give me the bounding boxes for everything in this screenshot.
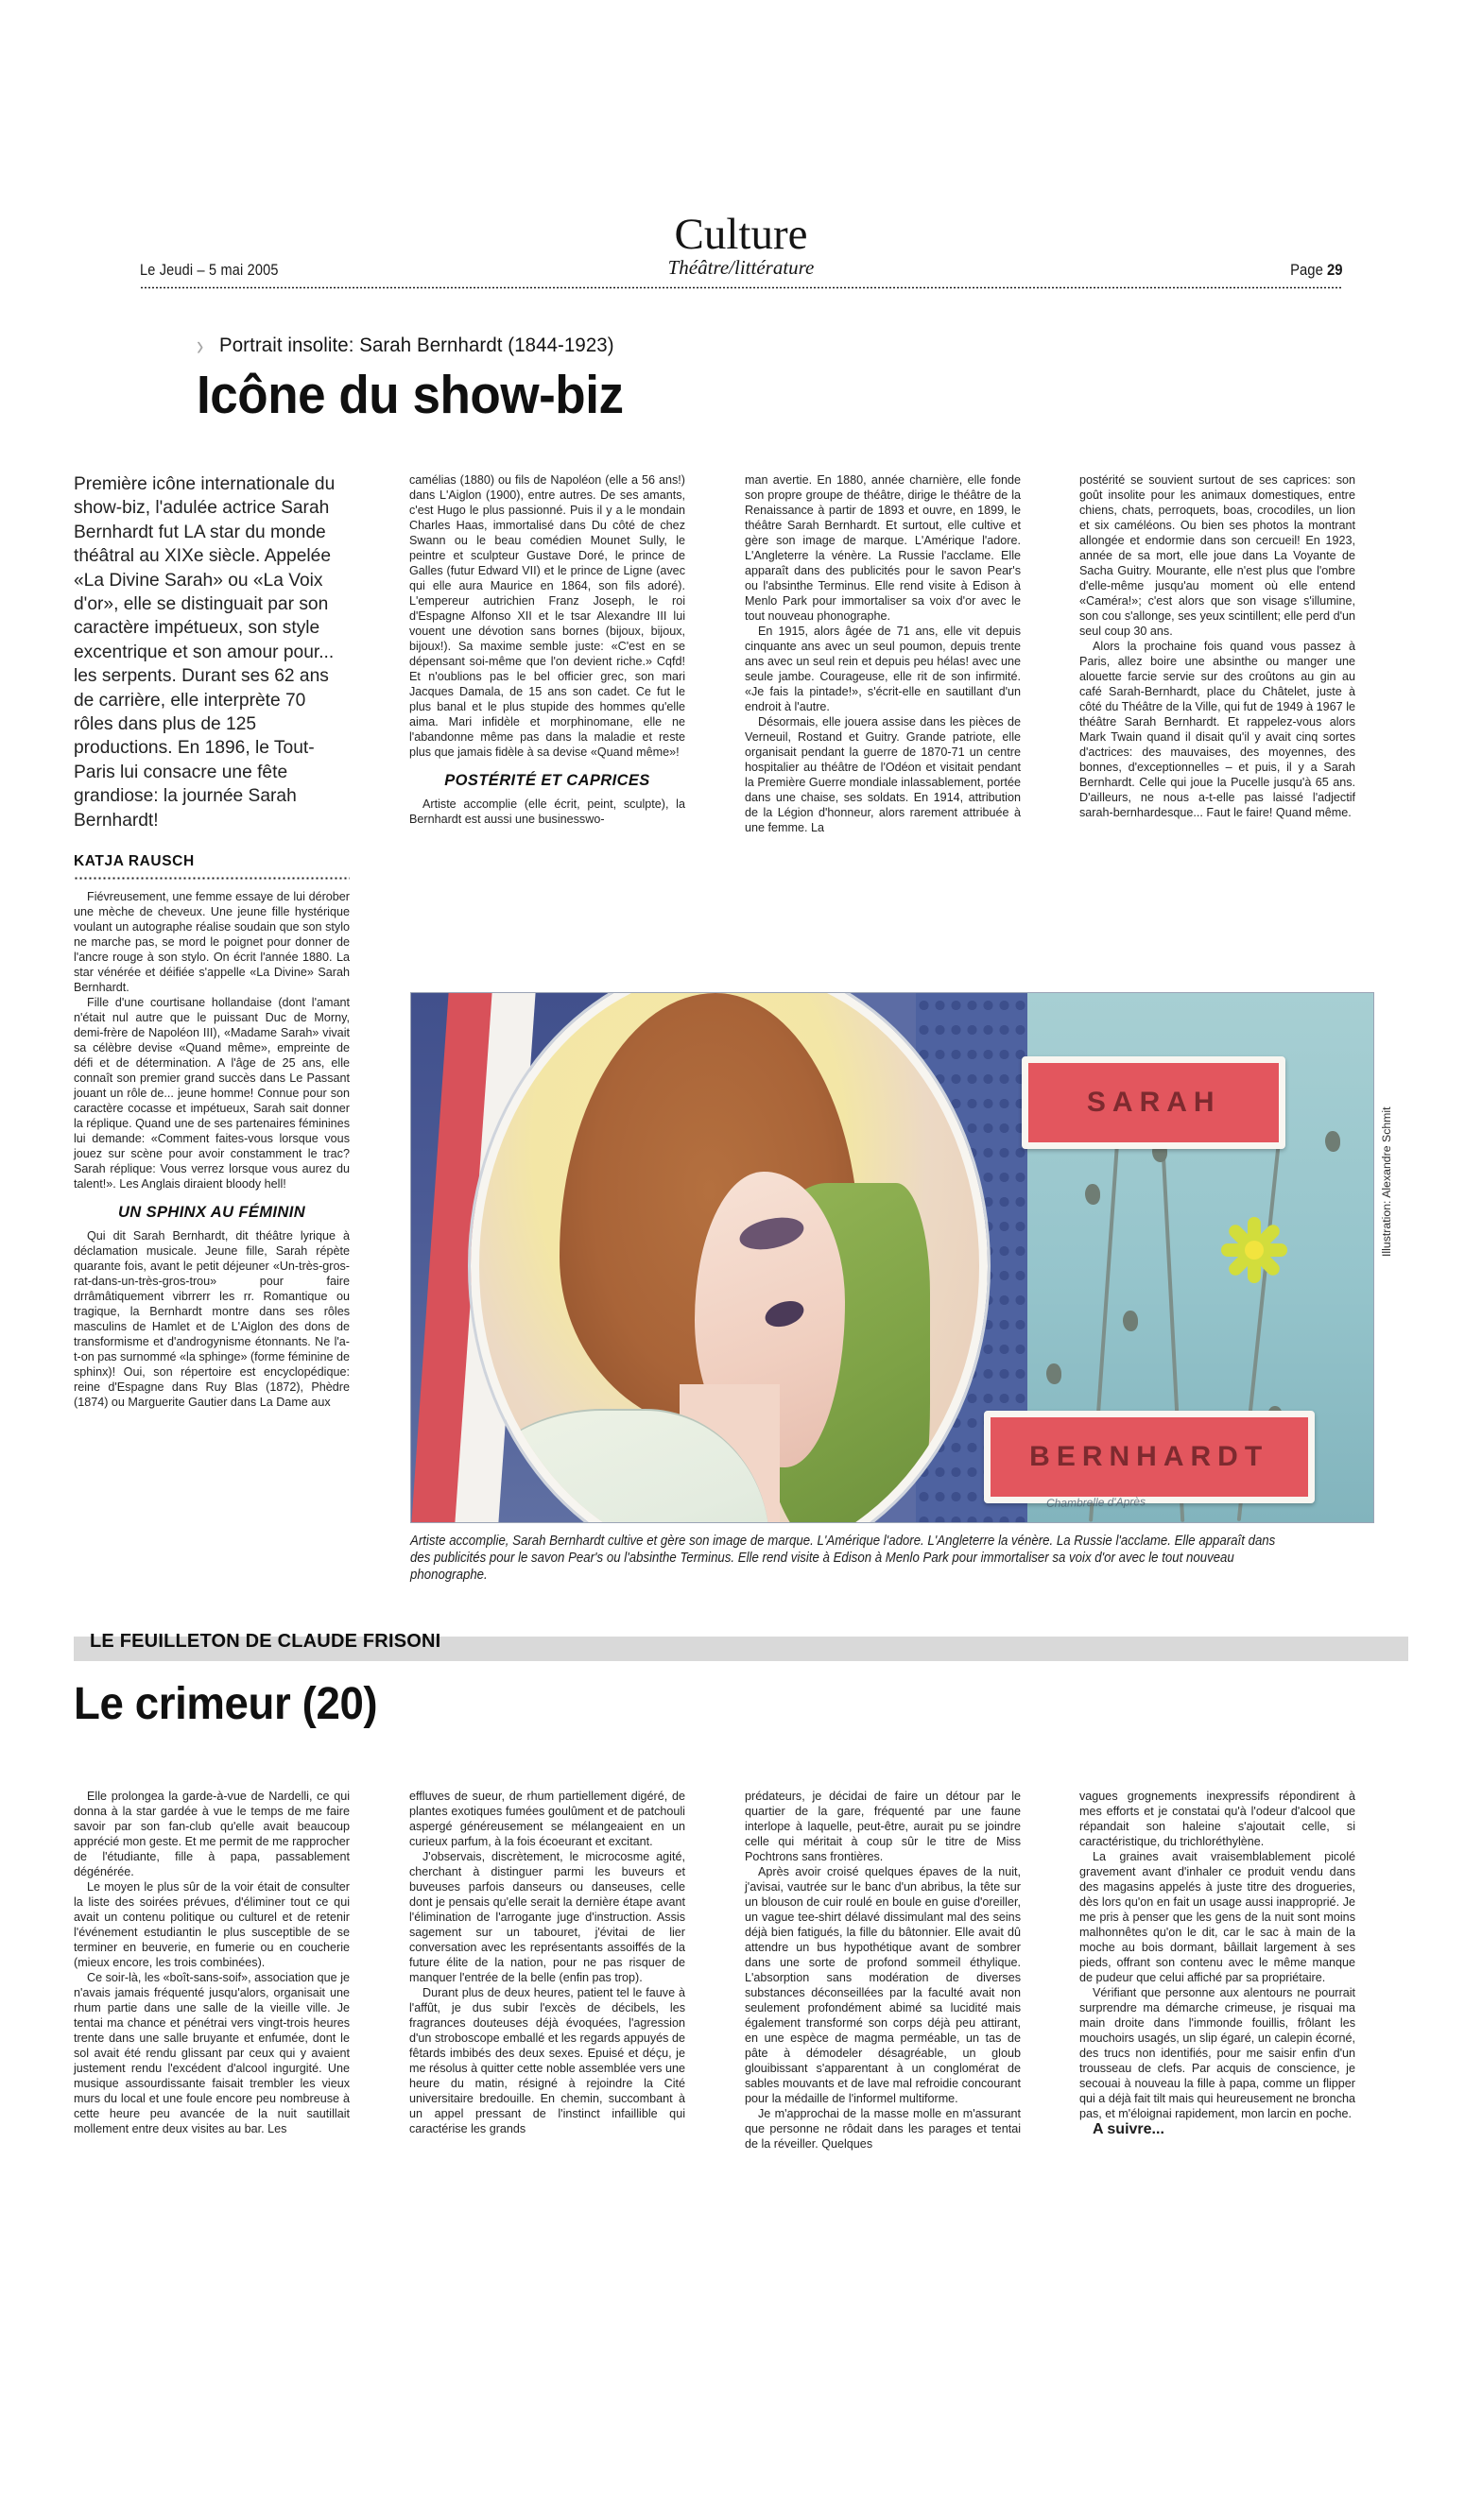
flower-bud — [1325, 1131, 1340, 1152]
illustration-credit: Illustration: Alexandre Schmit — [1380, 1106, 1393, 1257]
article1-col3-body — [745, 472, 1021, 835]
masthead-date: Le Jeudi – 5 mai 2005 — [140, 262, 279, 279]
article2-col1-body — [74, 1789, 350, 2136]
page-title: Icône du show-biz — [197, 365, 624, 425]
paragraph: Elle prolongea la garde-à-vue de Nardelli, ce qui donna à la star gardée à vue le temps de me faire savoir par son fan-club qu'elle avait beaucoup apprécié mon geste. Et me permit de me rapprocher de l'étudiante, fille à papa, passablement dégénérée. — [74, 1790, 350, 1878]
paragraph: Fiévreusement, une femme essaye de lui dérober une mèche de cheveux. Une jeune fille hystérique voulant un autographe réalise soudain que son stylo ne marche pas, se mord le poignet pour donner de l'ancre rouge à son stylo. On écrit l'année 1880. La star vénérée et déifiée s'appelle «La Divine» Sarah Bernhardt. — [74, 890, 350, 995]
page-prefix: Page — [1289, 262, 1327, 279]
article1-col2-body — [409, 472, 685, 827]
masthead-title: Culture — [674, 210, 808, 259]
paragraph: postérité se souvient surtout de ses caprices: son goût insolite pour les animaux domestiques, entre chiens, chats, perroquets, boas, crocodiles, un lion et six caméléons. Ou bien ses photos la montrant allongée et endormie dans son cercueil! En 1923, année de sa mort, elle joue dans La Voyante de Sacha Guitry. Mourante, elle n'est plus que l'ombre d'elle-même jusqu'au moment où elle entend «Caméra!»; c'est alors que son visage s'illumine, son cou s'allonge, ses yeux scintillent; elle perd d'un seul coup 30 ans. — [1079, 473, 1355, 638]
paragraph: J'observais, discrètement, le microcosme agité, cherchant à distinguer parmi les buveurs et buveuses parfois danseurs ou danseuses, celle dont je pensais qu'elle serait la dernière étape avant l'élimination de l'arrogante juge d'instruction. Assis sagement sur un tabouret, j'évitai de lier conversation avec les représentants assoiffés de la future élite de la nation, pour ne pas risquer de manquer l'entrée de la belle (enfin pas trop). — [409, 1850, 685, 1984]
flower-bud — [1085, 1184, 1100, 1205]
paragraph: En 1915, alors âgée de 71 ans, elle vit depuis cinquante ans avec un seul poumon, depuis trente ans avec un seul rein et depuis peu hélas! avec une seule jambe. Courageuse, elle rit de son infirmité. «Je fais la pintade!», s'écrit-elle en sautillant d'un endroit à l'autre. — [745, 625, 1021, 713]
article2-title: Le crimeur (20) — [74, 1679, 378, 1729]
masthead-row — [140, 256, 1342, 280]
illustration-plaque-sarah: SARAH — [1022, 1056, 1285, 1149]
byline-divider — [74, 877, 350, 880]
article1-col1-body — [74, 889, 350, 1410]
paragraph: Vérifiant que personne aux alentours ne pourrait surprendre ma démarche crimeuse, je risquai ma main droite dans l'immonde fouillis, frôlant les mouchoirs usagés, un slip égaré, un calepin écorné, des trucs non identifiés, pour me saisir enfin d'un trousseau de clefs. Par acquis de conscience, je secouai à nouveau la fille à papa, comme un flipper qui a déjà fait tilt mais qui heureusement ne broncha pas, et m'éloignai rapidement, mon larcin en poche. — [1079, 1986, 1355, 2120]
paragraph: La graines avait vraisemblablement picolé gravement avant d'inhaler ce produit vendu dans des magasins appelés à juste titre des drogueries, dès lors qu'on en fait un usage aussi inapproprié. Je me pris à penser que les gens de la nuit sont moins malhonnêtes qu'on le dit, car le sac à main de la moche au bois dormant, bâillait largement à ses pieds, offrant son contenu avec le même manque de pudeur que celui affiché par sa propriétaire. — [1079, 1850, 1355, 1984]
paragraph: prédateurs, je décidai de faire un détour par le quartier de la gare, fréquenté par une faune interlope à laquelle, peut-être, aurait pu se joindre celle qui méritait à coup sûr le titre de Miss Pochtrons sans frontières. — [745, 1790, 1021, 1863]
paragraph: Après avoir croisé quelques épaves de la nuit, j'avisai, vautrée sur le banc d'un abribus, la tête sur un blouson de cuir roulé en boule en guise d'oreiller, un vague tee-shirt délavé dissimulant mal des seins déjà bien fatigués, la fille du bâtonnier. Elle avait dû attendre un bus hypothétique avant de sombrer dans une sorte de profond sommeil éthylique. L'absorption sans modération de diverses substances déconseillées par la faculté avait non seulement profondément abimé sa lucidité mais également transformé son corps déjà peu attirant, en une espèce de magma perméable, un tas de pâte à démodeler désagréable, un gloub glouibissant s'apparentant à un conglomérat de sables mouvants et de lave mal refroidie concourant pour la médaille de l'informel multiforme. — [745, 1865, 1021, 2105]
illustration-plaque-bernhardt: BERNHARDT — [984, 1411, 1315, 1503]
article2-col4-body — [1079, 1789, 1355, 2138]
lead-paragraph: Première icône internationale du show-biz, l'adulée actrice Sarah Bernhardt fut LA star du monde théâtral au XIXe siècle. Appelée «La Divine Sarah» ou «La Voix d'or», elle se distinguait par son caractère impétueux, son style excentrique et son amour pour... les serpents. Durant ses 62 ans de carrière, elle interprète 70 rôles dans plus de 125 productions. En 1896, le Tout-Paris lui consacre une fête grandiose: la journée Sarah Bernhardt! — [74, 474, 336, 831]
paragraph: Alors la prochaine fois quand vous passez à Paris, allez boire une absinthe ou manger une alouette farcie servie sur des croûtons au gin au café Sarah-Bernhardt, place du Châtelet, juste à côté du Théâtre de la Ville, qui fut de 1949 à 1967 le théâtre Sarah Bernhardt. Et rappelez-vous alors Mark Twain quand il disait qu'il y avait cinq sortes d'actrices: des mauvaises, des moyennes, des bonnes, d'exceptionnelles – et puis, il y a Sarah Bernhardt. Celle qui joue la Pucelle jusqu'à 65 ans. D'ailleurs, ne nous a-t-elle pas laissé l'adjectif sarah-bernhardesque... Faut le faire! Quand même. — [1079, 640, 1355, 819]
paragraph: man avertie. En 1880, année charnière, elle fonde son propre groupe de théâtre, dirige le théâtre de la Renaissance à partir de 1893 et ouvre, en 1899, le théâtre Sarah Bernhardt. Et surtout, elle cultive et gère son image de marque. L'Amérique l'adore. L'Angleterre la vénère. La Russie l'acclame. Elle apparaît dans des publicités pour le savon Pear's ou l'absinthe Terminus. Elle rend visite à Edison à Menlo Park pour immortaliser sa voix d'or avec le tout nouveau phonographe. — [745, 473, 1021, 623]
article2-column-3 — [745, 1789, 1021, 2151]
article2-col3-body — [745, 1789, 1021, 2151]
article2-col2-body — [409, 1789, 685, 2136]
section-subhead: UN SPHINX AU FÉMININ — [117, 1204, 306, 1222]
flower-bloom — [1219, 1215, 1289, 1285]
byline: KATJA RAUSCH — [74, 853, 195, 870]
chevron-right-icon: › — [197, 328, 204, 361]
article2-column-2 — [409, 1789, 685, 2136]
flower-bud — [1046, 1363, 1061, 1384]
paragraph: Qui dit Sarah Bernhardt, dit théâtre lyrique à déclamation musicale. Jeune fille, Sarah répète quarante fois, avant le petit déjeuner «Un-très-gros-rat-dans-un-très-gros-trou» pour faire drrâmâtiquement vibrrerr les rr. Romantique ou tragique, la Bernhardt montre dans ses rôles masculins de Hamlet et de L'Aiglon des dons de transformisme et d'androgynisme étonnants. Ne l'a-t-on pas surnommé «la sphinge» (forme féminine de sphinx)! Oui, son répertoire est encyclopédique: reine d'Espagne dans Ruy Blas (1872), Phèdre (1874) ou Marguerite Gautier dans La Dame aux — [74, 1229, 350, 1410]
paragraph: vagues grognements inexpressifs répondirent à mes efforts et je constatai qu'à l'odeur d'alcool que répandait son haleine s'ajoutait celle, si caractéristique, du trichloréthylène. — [1079, 1790, 1355, 1848]
article1-col4-body — [1079, 472, 1355, 820]
paragraph: Artiste accomplie (elle écrit, peint, sculpte), la Bernhardt est aussi une businesswo- — [409, 797, 685, 826]
article2-column-4 — [1079, 1789, 1355, 2138]
to-be-continued-note: A suivre... — [1093, 2121, 1164, 2137]
article-illustration — [410, 992, 1372, 1521]
page-number: 29 — [1326, 262, 1342, 279]
article1-column-3 — [745, 472, 1021, 835]
feuilleton-band-label: LE FEUILLETON DE CLAUDE FRISONI — [90, 1631, 441, 1652]
article-kicker-label: Portrait insolite: Sarah Bernhardt (1844-1923) — [219, 334, 614, 356]
illustration-caption: Artiste accomplie, Sarah Bernhardt cultive et gère son image de marque. L'Amérique l'adore. L'Angleterre la vénère. La Russie l'acclame. Elle apparaît dans des publicités pour le savon Pear's ou l'absinthe Terminus. Elle rend visite à Edison à Menlo Park pour immortaliser sa voix d'or avec le tout nouveau phonographe. — [410, 1534, 1276, 1584]
masthead-divider — [140, 286, 1342, 289]
article1-lead — [74, 472, 350, 832]
article2-column-1 — [74, 1789, 350, 2136]
paragraph: effluves de sueur, de rhum partiellement digéré, de plantes exotiques fumées goulûment et de patchouli aspergé généreusement se mélangeaient en un curieux parfum, à la fois écoeurant et excitant. — [409, 1790, 685, 1848]
article1-column-4 — [1079, 472, 1355, 820]
paragraph: Durant plus de deux heures, patient tel le fauve à l'affût, je dus subir l'excès de décibels, les fragrances douteuses déjà évoquées, l'agression d'un stroboscope emballé et les regards appuyés de fêtards imbibés des deux sexes. Epuisé et déçu, je me résolus à quitter cette noble assemblée vers une heure du matin, résigné à rejoindre la Cité universitaire bredouille. En chemin, succombant à un appel pressant de l'instinct infaillible qui caractérise les grands — [409, 1986, 685, 2135]
article1-column-1 — [74, 472, 350, 1410]
paragraph: Le moyen le plus sûr de la voir était de consulter la liste des soirées prévues, d'éliminer tout ce qui avait un contenu politique ou culturel et de retenir l'événement estudiantin le plus susceptible de se terminer en beuverie, en fumerie ou en coucherie (mieux encore, les trois combinées). — [74, 1880, 350, 1969]
section-subhead: POSTÉRITÉ ET CAPRICES — [444, 772, 650, 789]
portrait-oval-frame — [471, 992, 988, 1523]
masthead — [140, 210, 1342, 289]
illustration-signature: Chambrelle d'Après — [1045, 1495, 1146, 1510]
article-kicker — [197, 328, 635, 361]
masthead-page-number — [1290, 262, 1342, 280]
paragraph: Fille d'une courtisane hollandaise (dont l'amant n'était nul autre que le puissant Duc de Morny, demi-frère de Napoléon III), «Madame Sarah» vivait sa célèbre devise «Quand même», empreinte de défi et de détermination. A l'âge de 25 ans, elle connaît son premier grand succès dans Le Passant jouant un rôle de... jeune homme! Connue pour son caractère cocasse et impétueux, Sarah sait donner la réplique. Quand une de ses partenaires féminines lui demande: «Comment faites-vous lorsque vous jouez sur scène pour avoir constamment le trac? Sarah réplique: Vous verrez lorsque vous aurez du talent!». Les Anglais diraient bloody hell! — [74, 996, 350, 1191]
paragraph: camélias (1880) ou fils de Napoléon (elle a 56 ans!) dans L'Aiglon (1900), entre autres. De ses amants, c'est Hugo le plus passionné. Puis il y a le mondain Charles Haas, immortalisé dans Du côté de chez Swann ou le beau comédien Mounet Sully, le peintre et sculpteur Gustave Doré, le prince de Galles (futur Edward VII) et le prince de Ligne (avec qui elle aura Maurice en 1864, son fils adoré). L'empereur autrichien Franz Joseph, le roi d'Espagne Alfonso XII et le tsar Alexandre III lui vouent une dévotion sans bornes (bijoux, bijoux, bijoux!). Sa maxime semble juste: «C'est en se dépensant soi-même que l'on devient riche.» Cqfd! Et n'oublions pas le bel officier grec, son mari Jacques Damala, de 15 ans son cadet. Ce fut le plus banal et le plus stupide des hommes qu'elle aima. Mari infidèle et morphinomane, elle ne l'abandonne même pas dans la maladie et reste plus que jamais fidèle à sa devise «Quand même»! — [409, 473, 685, 759]
flower-bud — [1123, 1311, 1138, 1331]
illustration-canvas — [410, 992, 1374, 1523]
article1-column-2 — [409, 472, 685, 827]
paragraph: Je m'approchai de la masse molle en m'assurant que personne ne rôdait dans les parages et tentai de la réveiller. Quelques — [745, 2107, 1021, 2151]
paragraph: Désormais, elle jouera assise dans les pièces de Verneuil, Rostand et Guitry. Grande patriote, elle organisait pendant la guerre de 1870-71 un centre hospitalier au théâtre de l'Odéon et visitait pendant la Première Guerre mondiale inlassablement, portée dans une chaise, ses soldats. En 1914, attribution de la Légion d'honneur, alors rarement attribuée à une femme. La — [745, 715, 1021, 834]
masthead-subtitle: Théâtre/littérature — [667, 256, 815, 279]
paragraph: Ce soir-là, les «boît-sans-soif», association que je n'avais jamais fréquenté jusqu'alors, organisait une rhum partie dans une salle de la vieille ville. Je tentai ma chance et pénétrai vers vingt-trois heures trente dans une salle bruyante et enfumée, dont le sol avait été rendu glissant par ceux qui y avaient justement rendu l'excédent d'alcool ingurgité. Une musique assourdissante faisait trembler les vieux murs du local et une foule encore peu nombreuse à cette heure peu avancée de la nuit sautillait mollement entre deux visites au bar. Les — [74, 1971, 350, 2135]
